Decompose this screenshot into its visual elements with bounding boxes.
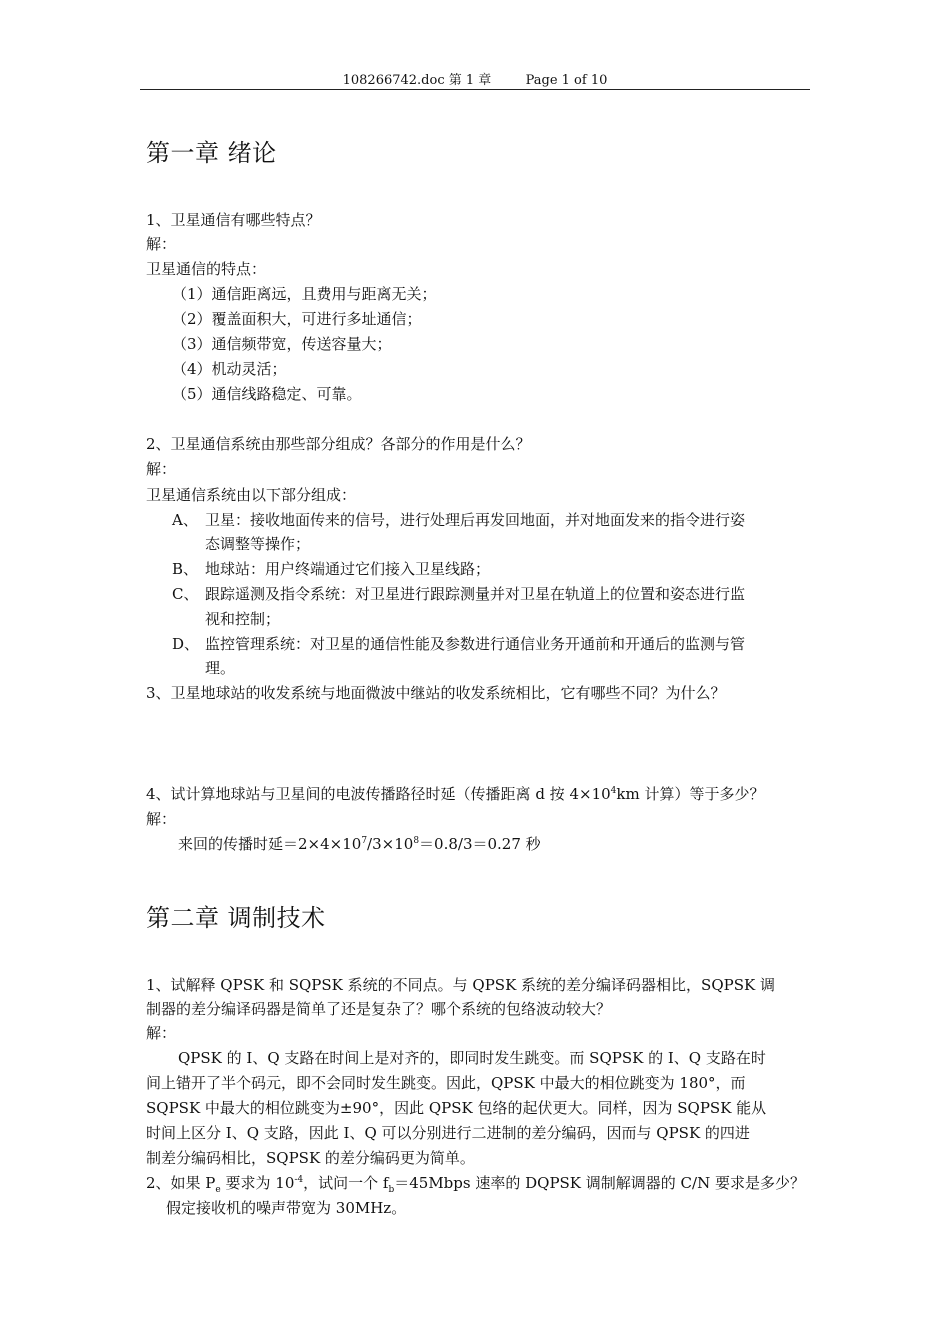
ch2-q1-answer-line: 时间上区分 I、Q 支路，因此 I、Q 可以分别进行二进制的差分编码，因而与 QPSK 的四进 [146,1124,750,1142]
ch1-q1-point: （3）通信频带宽，传送容量大； [172,335,392,353]
chapter1-title: 第一章 绪论 [146,139,277,167]
ch1-q4-answer: 来回的传播时延$=2\times 4\times 10^7/3\times 10^8=0.8/3=0.27$ 秒 [178,835,541,853]
chapter2-title: 第二章 调制技术 [146,904,326,932]
ch1-q2-item-text-cont: 理。 [205,659,236,677]
ch1-q2-item-letter: D、 [172,635,200,653]
ch1-q1-point: （4）机动灵活； [172,360,287,378]
ch1-q1-intro: 卫星通信的特点： [146,260,267,278]
ch1-q2-item-letter: B、 [172,560,199,578]
ch2-q1-question-line: 制器的差分编译码器是简单了还是复杂了？哪个系统的包络波动较大？ [146,1000,612,1018]
ch1-q1-point: （1）通信距离远，且费用与距离无关； [172,285,437,303]
ch1-q1-point: （2）覆盖面积大，可进行多址通信； [172,310,422,328]
ch1-q2-item-text: 监控管理系统：对卫星的通信性能及参数进行通信业务开通前和开通后的监测与管 [205,635,746,653]
ch1-q2-item-letter: C、 [172,585,199,603]
ch1-q2-intro: 卫星通信系统由以下部分组成： [146,486,357,504]
ch1-q2-question: 2、卫星通信系统由那些部分组成？各部分的作用是什么？ [146,435,531,453]
ch2-q1-answer-line: QPSK 的 I、Q 支路在时间上是对齐的，即同时发生跳变。而 SQPSK 的 I、Q 支路在时 [178,1049,766,1067]
page-header [140,72,810,90]
ch1-q1-question: 1、卫星通信有哪些特点？ [146,211,321,229]
header-page-label: Page 1 of 10 [525,73,608,88]
ch1-q4-question: 4、试计算地球站与卫星间的电波传播路径时延（传播距离 d 按 $4\times 10^4km$ 计算）等于多少？ [146,785,765,803]
ch2-q1-answer-line: 间上错开了半个码元，即不会同时发生跳变。因此，QPSK 中最大的相位跳变为 180°，而 [146,1074,746,1092]
ch1-q4-answer-label: 解： [146,810,177,828]
ch1-q1-answer-label: 解： [146,235,177,253]
header-filename: 108266742.doc [342,73,445,88]
ch2-q1-answer-line: SQPSK 中最大的相位跳变为±90°，因此 QPSK 包络的起伏更大。同样，因为 SQPSK 能从 [146,1099,767,1117]
ch2-q1-answer-line: 制差分编码相比，SQPSK 的差分编码更为简单。 [146,1149,475,1167]
header-chapter: 第 1 章 [448,73,492,88]
ch2-q2-question-cont: 假定接收机的噪声带宽为 30MHz。 [166,1199,407,1217]
ch1-q2-item-text: 卫星：接收地面传来的信号，进行处理后再发回地面，并对地面发来的指令进行姿 [205,511,746,529]
ch1-q2-item-letter: A、 [172,511,198,529]
ch1-q2-answer-label: 解： [146,460,177,478]
ch1-q2-item-text: 地球站：用户终端通过它们接入卫星线路； [205,560,491,578]
ch1-q3-question: 3、卫星地球站的收发系统与地面微波中继站的收发系统相比，它有哪些不同？为什么？ [146,684,726,702]
ch2-q2-question: 2、如果 $P_e$ 要求为 $10^{-4}$，试问一个 $f_b=45Mbps$ 速率的 DQPSK 调制解调器的 C/N 要求是多少？ [146,1174,805,1195]
ch1-q2-item-text-cont: 视和控制； [205,610,281,628]
ch1-q1-point: （5）通信线路稳定、可靠。 [172,385,362,403]
ch2-q1-answer-label: 解： [146,1024,177,1042]
ch1-q2-item-text: 跟踪遥测及指令系统：对卫星进行跟踪测量并对卫星在轨道上的位置和姿态进行监 [205,585,746,603]
ch2-q1-question-line: 1、试解释 QPSK 和 SQPSK 系统的不同点。与 QPSK 系统的差分编译码器相比，SQPSK 调 [146,976,775,994]
ch1-q2-item-text-cont: 态调整等操作； [205,535,311,553]
